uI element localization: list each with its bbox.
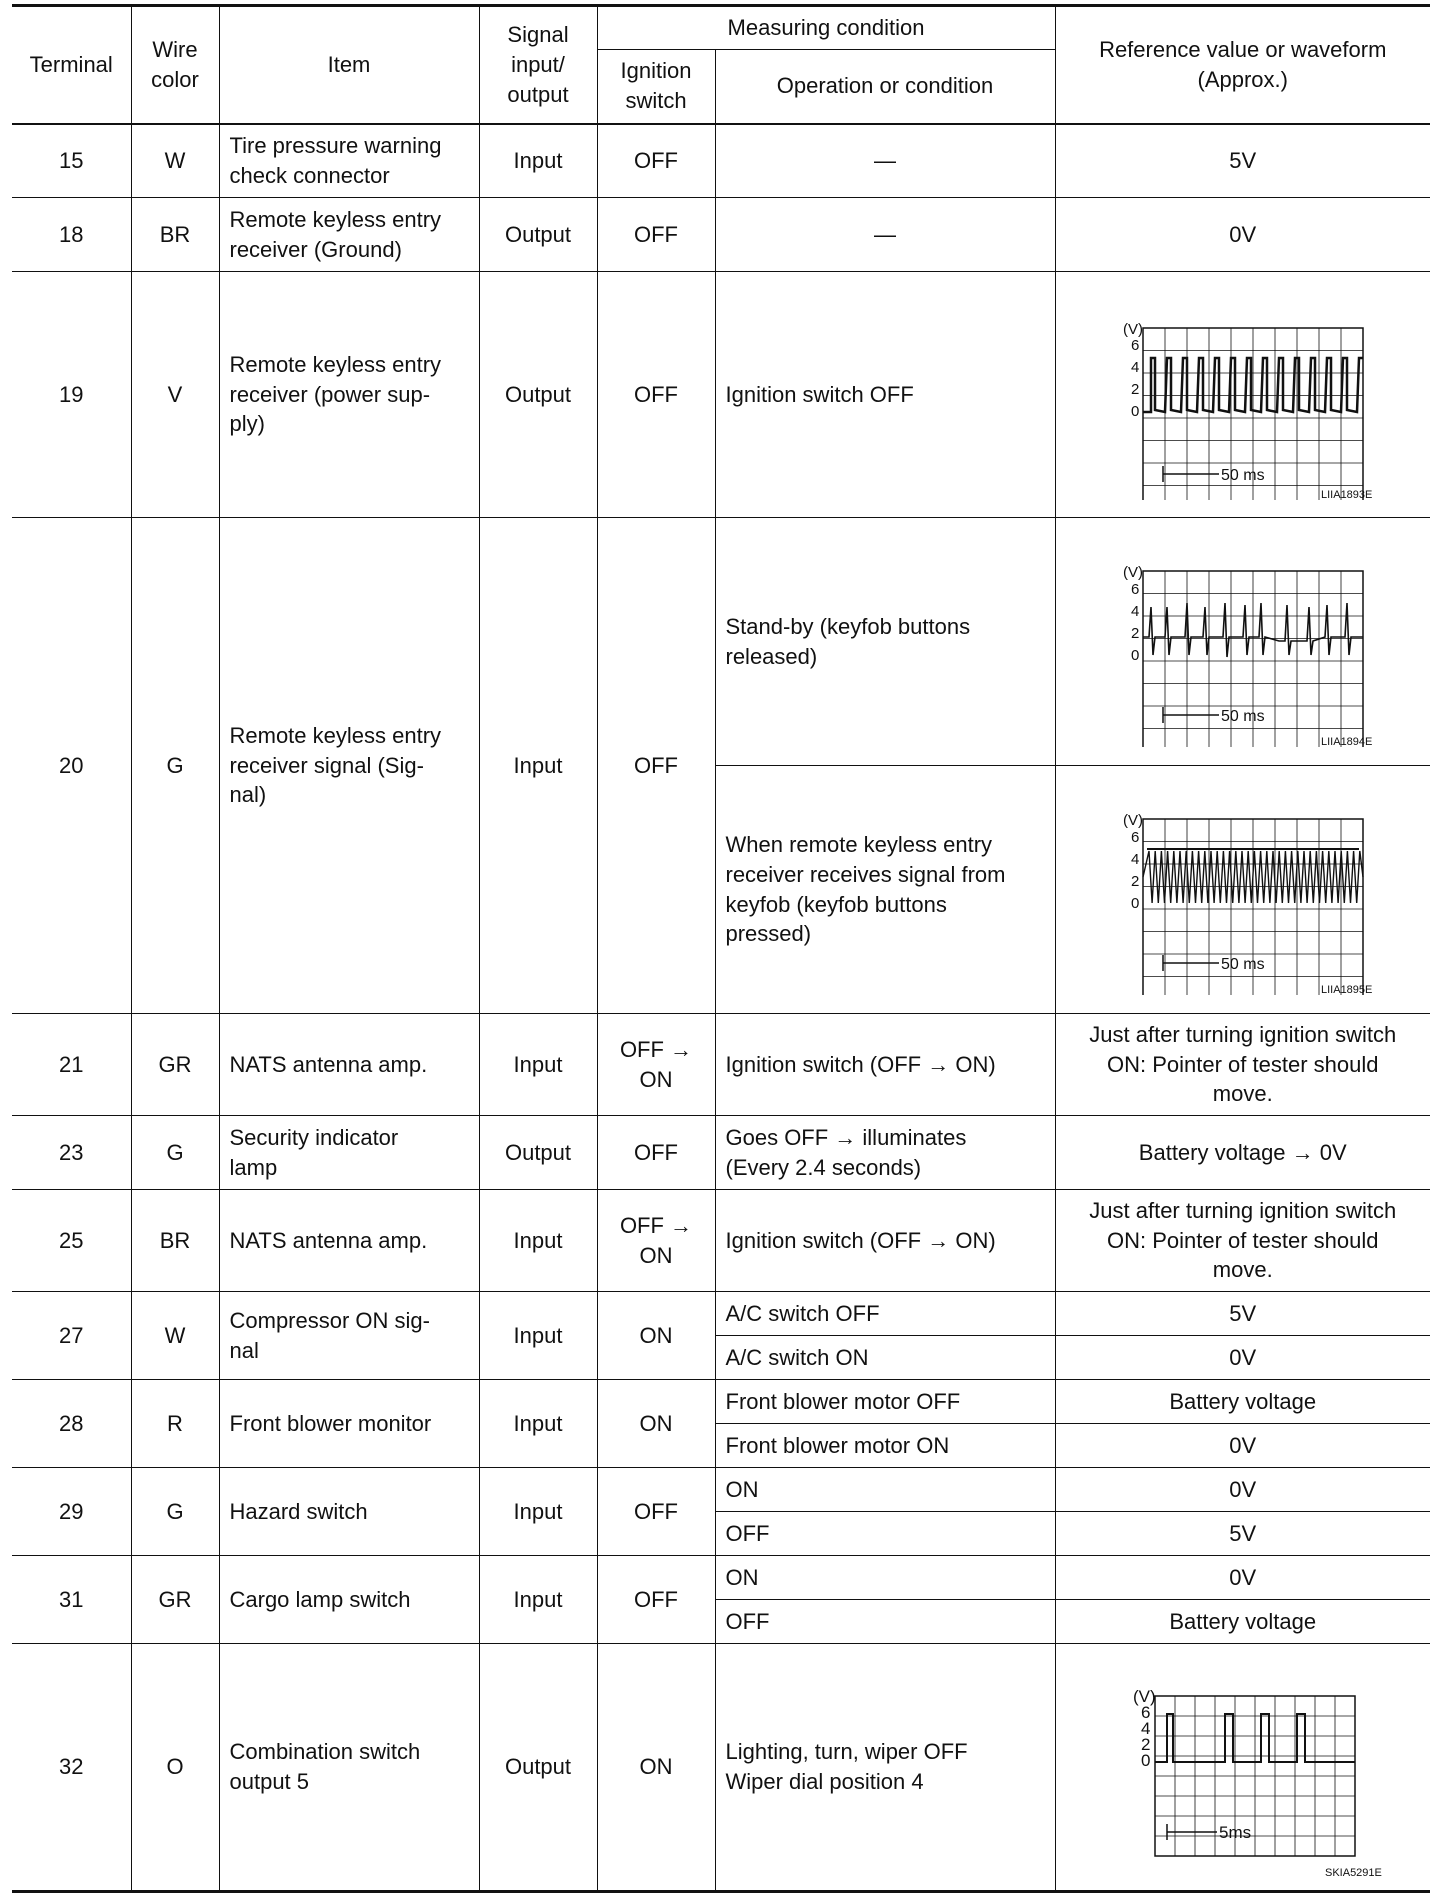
waveform-ytick: 0 (1130, 402, 1140, 420)
item-line: receiver (Ground) (229, 236, 402, 262)
waveform-ytick: 4 (1130, 850, 1140, 868)
waveform-ytick: 2 (1130, 380, 1140, 398)
condition-line: Stand-by (keyfob buttons (725, 613, 971, 639)
item-line: check connector (229, 162, 390, 188)
table-row (12, 1644, 1430, 1892)
waveform-ytick: 6 (1140, 1703, 1151, 1722)
header-ignition-line1: Ignition (620, 58, 692, 84)
condition-cell: ON (715, 1468, 1055, 1512)
header-operation: Operation or condition (715, 50, 1055, 124)
signal-cell: Input (479, 1556, 597, 1644)
ignition-cell: OFF (597, 1468, 715, 1556)
terminal-cell: 15 (12, 124, 131, 198)
ignition-cell: OFF (597, 198, 715, 272)
value-cell: Battery voltage (1055, 1600, 1430, 1644)
signal-cell: Input (479, 1468, 597, 1556)
condition-line: pressed) (725, 921, 812, 947)
condition-cell: A/C switch ON (715, 1336, 1055, 1380)
signal-cell: Input (479, 124, 597, 198)
item-line: lamp (229, 1154, 278, 1180)
value-cell: 0V (1055, 1556, 1430, 1600)
ignition-cell (597, 1190, 715, 1292)
table-row (12, 198, 1430, 272)
table-row (12, 1556, 1430, 1600)
value-line: move. (1212, 1257, 1273, 1283)
terminal-reference-table (12, 4, 1430, 1893)
wire-color-cell: G (131, 1116, 219, 1190)
header-wire-color (131, 6, 219, 124)
header-ignition-switch (597, 50, 715, 124)
condition-line: (Every 2.4 seconds) (725, 1154, 922, 1180)
header-reference-line1: Reference value or waveform (1099, 36, 1387, 62)
wire-color-cell: BR (131, 1190, 219, 1292)
waveform-ytick: 4 (1130, 358, 1140, 376)
value-cell: 0V (1055, 198, 1430, 272)
waveform-ytick: 6 (1130, 336, 1140, 354)
header-wire-color-line1: Wire (152, 36, 198, 62)
terminal-cell: 20 (12, 518, 131, 1014)
table-row (12, 1292, 1430, 1336)
item-cell: Hazard switch (219, 1468, 479, 1556)
condition-cell: Ignition switch (OFF → ON) (715, 1190, 1055, 1292)
condition-cell (715, 1644, 1055, 1892)
wire-color-cell: W (131, 124, 219, 198)
value-cell: 5V (1055, 124, 1430, 198)
value-cell (1055, 1014, 1430, 1116)
condition-line: keyfob (keyfob buttons (725, 891, 947, 917)
waveform-ytick: 2 (1130, 624, 1140, 642)
condition-cell (715, 766, 1055, 1014)
value-line: ON: Pointer of tester should (1107, 1051, 1379, 1077)
table-row (12, 1116, 1430, 1190)
wire-color-cell: W (131, 1292, 219, 1380)
condition-cell: Ignition switch (OFF → ON) (715, 1014, 1055, 1116)
waveform-ytick: 0 (1130, 646, 1140, 664)
waveform-ytick: 4 (1140, 1719, 1151, 1738)
header-wire-color-line2: color (151, 66, 199, 92)
condition-cell: ON (715, 1556, 1055, 1600)
terminal-cell: 23 (12, 1116, 131, 1190)
value-cell (1055, 1190, 1430, 1292)
waveform-ytick: 6 (1130, 580, 1140, 598)
signal-cell: Input (479, 1014, 597, 1116)
terminal-cell: 25 (12, 1190, 131, 1292)
value-cell: 0V (1055, 1468, 1430, 1512)
item-cell (219, 1644, 479, 1892)
waveform-unit-label: (V) (1122, 320, 1143, 338)
terminal-cell: 28 (12, 1380, 131, 1468)
signal-cell: Output (479, 272, 597, 518)
condition-cell: — (715, 124, 1055, 198)
waveform-sKIA5291e (1093, 1654, 1393, 1880)
wire-color-cell: R (131, 1380, 219, 1468)
header-signal-line3: output (507, 81, 569, 107)
terminal-cell: 29 (12, 1468, 131, 1556)
waveform-unit-label: (V) (1132, 1687, 1156, 1706)
item-line: receiver (power sup- (229, 381, 431, 407)
value-cell: Battery voltage (1055, 1380, 1430, 1424)
item-cell: Cargo lamp switch (219, 1556, 479, 1644)
condition-line: Lighting, turn, wiper OFF (725, 1739, 968, 1765)
ignition-cell: ON (597, 1292, 715, 1380)
item-cell (219, 124, 479, 198)
figure-code: SKIA5291E (1324, 1867, 1382, 1879)
figure-code: LIIA1894E (1320, 735, 1373, 747)
condition-cell: Ignition switch OFF (715, 272, 1055, 518)
ignition-cell: OFF (597, 1116, 715, 1190)
ignition-line: OFF → (619, 1212, 693, 1238)
ignition-line: ON (639, 1066, 673, 1092)
wire-color-cell: BR (131, 198, 219, 272)
table-row (12, 1468, 1430, 1512)
item-cell (219, 1292, 479, 1380)
condition-cell: Front blower motor OFF (715, 1380, 1055, 1424)
figure-code: LIIA1893E (1320, 488, 1373, 500)
terminal-cell: 31 (12, 1556, 131, 1644)
item-cell (219, 518, 479, 1014)
terminal-cell: 19 (12, 272, 131, 518)
header-measuring-condition: Measuring condition (597, 6, 1055, 50)
terminal-cell: 21 (12, 1014, 131, 1116)
header-ignition-line2: switch (625, 88, 687, 114)
waveform-scale-label: 5ms (1218, 1823, 1251, 1842)
signal-cell: Input (479, 518, 597, 1014)
item-line: Remote keyless entry (229, 351, 442, 377)
header-reference (1055, 6, 1430, 124)
condition-line: receiver receives signal from (725, 861, 1006, 887)
ignition-cell (597, 1014, 715, 1116)
item-line: output 5 (229, 1769, 310, 1794)
header-signal-line1: Signal (507, 21, 569, 47)
header-item: Item (219, 6, 479, 124)
table-row (12, 1014, 1430, 1116)
condition-cell: OFF (715, 1512, 1055, 1556)
value-line: ON: Pointer of tester should (1107, 1227, 1379, 1253)
value-cell: Battery voltage → 0V (1055, 1116, 1430, 1190)
item-line: Compressor ON sig- (229, 1307, 430, 1333)
item-cell: NATS antenna amp. (219, 1190, 479, 1292)
header-terminal: Terminal (12, 6, 131, 124)
item-line: Security indicator (229, 1124, 399, 1150)
item-line: Remote keyless entry (229, 206, 442, 232)
condition-cell (715, 518, 1055, 766)
waveform-lIIA1895e (1093, 785, 1393, 995)
header-signal (479, 6, 597, 124)
item-cell (219, 272, 479, 518)
wire-color-cell: GR (131, 1556, 219, 1644)
signal-cell: Output (479, 1644, 597, 1892)
value-cell: 5V (1055, 1512, 1430, 1556)
ignition-cell: OFF (597, 272, 715, 518)
header-reference-line2: (Approx.) (1197, 66, 1288, 92)
value-line: move. (1212, 1081, 1273, 1107)
waveform-cell (1055, 272, 1430, 518)
terminal-cell: 27 (12, 1292, 131, 1380)
condition-cell (715, 1116, 1055, 1190)
ignition-cell: OFF (597, 1556, 715, 1644)
waveform-scale-label: 50 ms (1220, 707, 1265, 725)
signal-cell: Input (479, 1380, 597, 1468)
ignition-cell: OFF (597, 518, 715, 1014)
condition-line: Wiper dial position 4 (725, 1769, 924, 1794)
header-signal-line2: input/ (511, 51, 565, 77)
waveform-lIIA1894e (1093, 537, 1393, 747)
waveform-cell (1055, 518, 1430, 766)
value-cell: 5V (1055, 1292, 1430, 1336)
condition-cell: OFF (715, 1600, 1055, 1644)
table-row (12, 518, 1430, 766)
wire-color-cell: G (131, 1468, 219, 1556)
terminal-reference-table-container (12, 4, 1430, 1893)
condition-cell: — (715, 198, 1055, 272)
waveform-ytick: 2 (1130, 872, 1140, 890)
condition-cell: A/C switch OFF (715, 1292, 1055, 1336)
waveform-scale-label: 50 ms (1220, 466, 1265, 484)
waveform-ytick: 0 (1140, 1751, 1151, 1770)
signal-cell: Output (479, 1116, 597, 1190)
item-line: Tire pressure warning (229, 132, 442, 158)
signal-cell: Output (479, 198, 597, 272)
table-row (12, 1190, 1430, 1292)
condition-line: Goes OFF → illuminates (725, 1124, 967, 1150)
waveform-unit-label: (V) (1122, 811, 1143, 829)
wire-color-cell: G (131, 518, 219, 1014)
waveform-scale-label: 50 ms (1220, 955, 1265, 973)
waveform-cell (1055, 1644, 1430, 1892)
item-line: Remote keyless entry (229, 722, 442, 748)
waveform-cell (1055, 766, 1430, 1014)
table-row (12, 1380, 1430, 1424)
value-line: Just after turning ignition switch (1089, 1197, 1397, 1223)
table-row (12, 124, 1430, 198)
wire-color-cell: O (131, 1644, 219, 1892)
signal-cell: Input (479, 1190, 597, 1292)
ignition-line: ON (639, 1242, 673, 1268)
item-cell (219, 1116, 479, 1190)
item-line: receiver signal (Sig- (229, 752, 424, 778)
waveform-ytick: 6 (1130, 828, 1140, 846)
value-line: Just after turning ignition switch (1089, 1021, 1397, 1047)
waveform-lIIA1893e (1093, 290, 1393, 500)
ignition-cell: OFF (597, 124, 715, 198)
wire-color-cell: V (131, 272, 219, 518)
condition-line: When remote keyless entry (725, 831, 993, 857)
terminal-cell: 32 (12, 1644, 131, 1892)
waveform-ytick: 4 (1130, 602, 1140, 620)
item-cell: Front blower monitor (219, 1380, 479, 1468)
item-cell: NATS antenna amp. (219, 1014, 479, 1116)
waveform-ytick: 0 (1130, 894, 1140, 912)
waveform-ytick: 2 (1140, 1735, 1151, 1754)
item-cell (219, 198, 479, 272)
signal-cell: Input (479, 1292, 597, 1380)
waveform-unit-label: (V) (1122, 563, 1143, 581)
condition-cell: Front blower motor ON (715, 1424, 1055, 1468)
item-line: nal (229, 1337, 259, 1363)
table-row (12, 272, 1430, 518)
value-cell: 0V (1055, 1336, 1430, 1380)
condition-line: released) (725, 643, 818, 669)
value-cell: 0V (1055, 1424, 1430, 1468)
ignition-line: OFF → (619, 1036, 693, 1062)
item-line: nal) (229, 782, 267, 808)
ignition-cell: ON (597, 1380, 715, 1468)
wire-color-cell: GR (131, 1014, 219, 1116)
figure-code: LIIA1895E (1320, 983, 1373, 995)
item-line: ply) (229, 411, 265, 437)
terminal-cell: 18 (12, 198, 131, 272)
ignition-cell: ON (597, 1644, 715, 1892)
item-line: Combination switch (229, 1739, 421, 1765)
